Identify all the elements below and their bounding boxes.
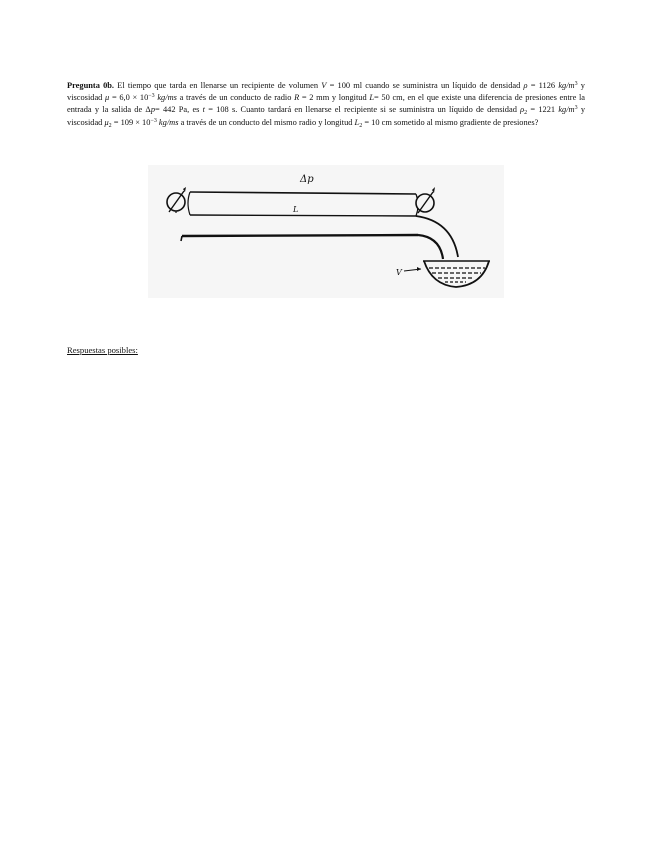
question-text-part: = 50 cm, en el que existe una diferencia de presiones entre la entrada y la salida de Δ — [67, 93, 586, 115]
question-text-part: El tiempo que tarda en llenarse un recipiente de volumen — [114, 81, 322, 90]
question-text-part: a través de un conducto de radio — [176, 93, 295, 103]
question-text-part: = 109 × 10 — [111, 117, 151, 127]
subscript: 2 — [108, 122, 112, 129]
pipe-bottom-lip — [181, 236, 182, 241]
subscript: 2 — [524, 110, 528, 117]
pipe-inner-wall — [190, 215, 416, 216]
question-text-part: a través de un conducto del mismo radio y longitud — [178, 117, 355, 127]
pipe-diagram-svg — [148, 165, 504, 298]
symbol-t: t — [202, 105, 205, 115]
symbol-v: V — [321, 81, 327, 90]
superscript: −3 — [150, 117, 157, 124]
question-text — [67, 80, 585, 129]
question-text-part: y viscosidad — [67, 81, 585, 103]
question-text-part: = 2 mm y longitud — [299, 93, 370, 103]
symbol-rho2: ρ — [520, 105, 525, 115]
question-text-part: = 1126 — [527, 81, 559, 90]
unit-viscosity: kg/ms — [158, 117, 179, 127]
symbol-l2: L — [354, 117, 360, 127]
question-text-part: = 1221 — [527, 105, 559, 115]
question-label: Pregunta 0b. — [67, 81, 115, 90]
question-text-part: = 100 ml cuando se suministra un líquido de densidad — [326, 81, 524, 90]
symbol-p: p — [150, 105, 156, 115]
unit-density: kg/m — [558, 105, 575, 115]
subscript: 2 — [359, 122, 363, 129]
symbol-rho: ρ — [523, 81, 528, 90]
superscript: −3 — [148, 93, 155, 100]
delta-p-label: Δp — [300, 174, 314, 185]
volume-label: V — [396, 268, 402, 277]
question-text-part: = 10 cm sometido al mismo gradiente de presiones? — [362, 117, 539, 127]
symbol-r: R — [294, 93, 300, 103]
question-text-part: = 6,0 × 10 — [109, 93, 149, 103]
pipe-bottom-wall — [182, 235, 418, 236]
answers-heading: Respuestas posibles: — [67, 345, 138, 355]
superscript: 3 — [574, 81, 578, 87]
question-text-part: = 442 Pa, es — [155, 105, 203, 115]
symbol-mu2: μ — [104, 117, 109, 127]
unit-density: kg/m — [558, 81, 575, 90]
superscript: 3 — [574, 105, 578, 112]
question-text-part: = 108 s. Cuanto tardará en llenarse el recipiente si se suministra un líquido de densidad — [204, 105, 521, 115]
symbol-l: L — [369, 93, 375, 103]
unit-viscosity: kg/ms — [157, 93, 177, 103]
symbol-mu: μ — [105, 93, 110, 103]
length-label: L — [293, 205, 299, 214]
pipe-diagram — [148, 165, 504, 298]
question-text-part: y viscosidad — [67, 105, 586, 127]
